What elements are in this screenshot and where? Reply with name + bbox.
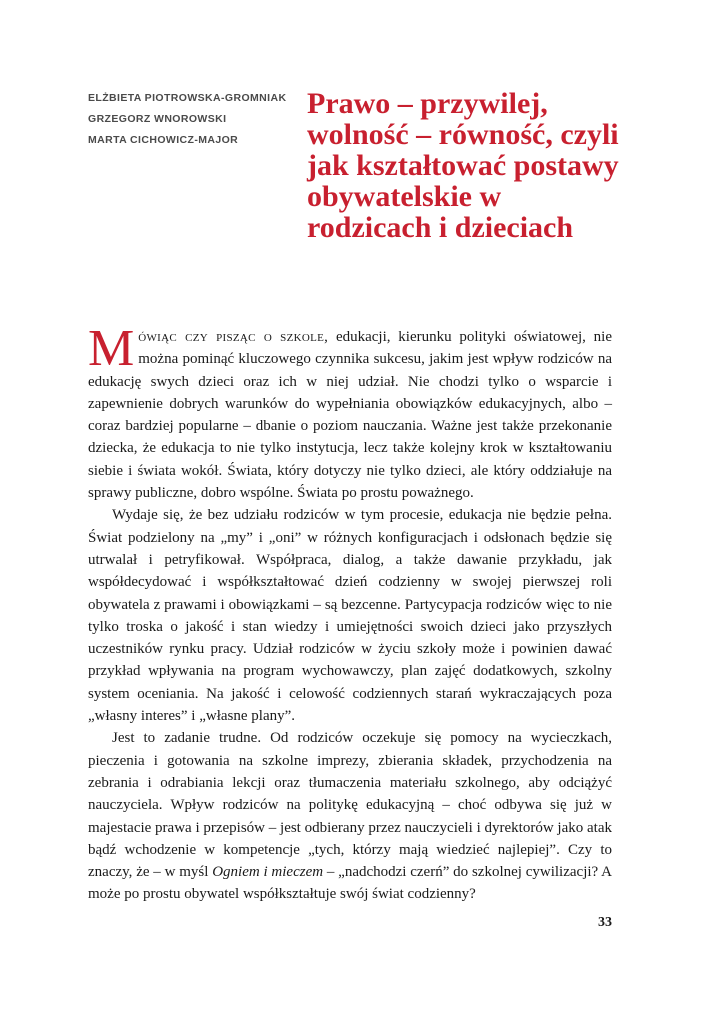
paragraph-3 [88, 727, 612, 905]
authors-block [88, 92, 288, 155]
paragraph-3-text-a: Jest to zadanie trudne. Od rodziców oczekuje się pomocy na wycieczkach, pieczenia i gotowania na szkolne imprezy, zbierania składek, przychodzenia na zebrania i odrabiania lekcji oraz tłumaczenia materiału szkolnego, aby odciążyć nauczyciela. Wpływ rodziców na politykę edukacyjną – choć odbywa się już w majestacie prawa i przepisów – jest odbierany przez nauczycieli i dyrektorów jako atak bądź wchodzenie w kompetencje „tych, którzy mają wiedzieć najlepiej”. Czy to znaczy, że – w myśl [88, 730, 612, 881]
paragraph-2: Wydaje się, że bez udziału rodziców w tym procesie, edukacja nie będzie pełna. Świat podzielony na „my” i „oni” w różnych konfiguracjach i odsłonach będzie się utrwalał i petryfikował. Współpraca, dialog, a także dawanie przykładu, jak współdecydować i współkształtować dzień codzienny w swojej pierwszej roli obywatela z prawami i obowiązkami – są bezcenne. Partycypacja rodziców więc to nie tylko troska o jakość i stan wiedzy i umiejętności swoich dzieci jako przyszłych uczestników rynku pracy. Udział rodziców w życiu szkoły może i powinien dawać przykład wpływania na program wychowawczy, plan zajęć dodatkowych, szkolny system oceniania. Na jakość i celowość codziennych starań wykraczających poza „własny interes” i „własne plany”. [88, 507, 612, 725]
lead-in-smallcaps: ówiąc czy pisząc o szkole, [138, 329, 329, 345]
paragraph-3-text-b: – „nadchodzi czerń” do szkolnej cywilizacji? A może po prostu obywatel współkształtuje swój świat codzienny? [88, 864, 612, 903]
article-title: Prawo – przywilej, wolność – równość, czyli jak kształtować postawy obywatelskie w rodzicach i dzieciach [307, 87, 619, 244]
paragraph-1-text: edukacji, kierunku polityki oświatowej, nie można pominąć kluczowego czynnika sukcesu, jakim jest wpływ rodziców na edukację swych dzieci oraz ich w niej udział. Nie chodzi tylko o wsparcie i zapewnienie dobrych warunków do wypełniania obowiązków edukacyjnych, albo – coraz bardziej popularne – dbanie o poziom nauczania. Ważne jest także przekonanie dziecka, że edukacja to nie tylko instytucja, lecz także kolejny krok w kształtowaniu siebie i świata wokół. Świata, który dotyczy nie tylko dzieci, ale który oddziałuje na sprawy publiczne, dobro wspólne. Świata po prostu poważnego. [88, 329, 613, 502]
article-body [88, 320, 613, 906]
book-title-italic: Ogniem i mieczem [212, 864, 324, 881]
page-number: 33 [598, 915, 612, 930]
author-2: GRZEGORZ WNOROWSKI [88, 113, 227, 125]
drop-cap: M [88, 320, 135, 377]
paragraph-1 [88, 320, 613, 504]
author-3: MARTA CICHOWICZ-MAJOR [88, 134, 239, 146]
author-1: ELŻBIETA PIOTROWSKA-GROMNIAK [88, 92, 287, 104]
